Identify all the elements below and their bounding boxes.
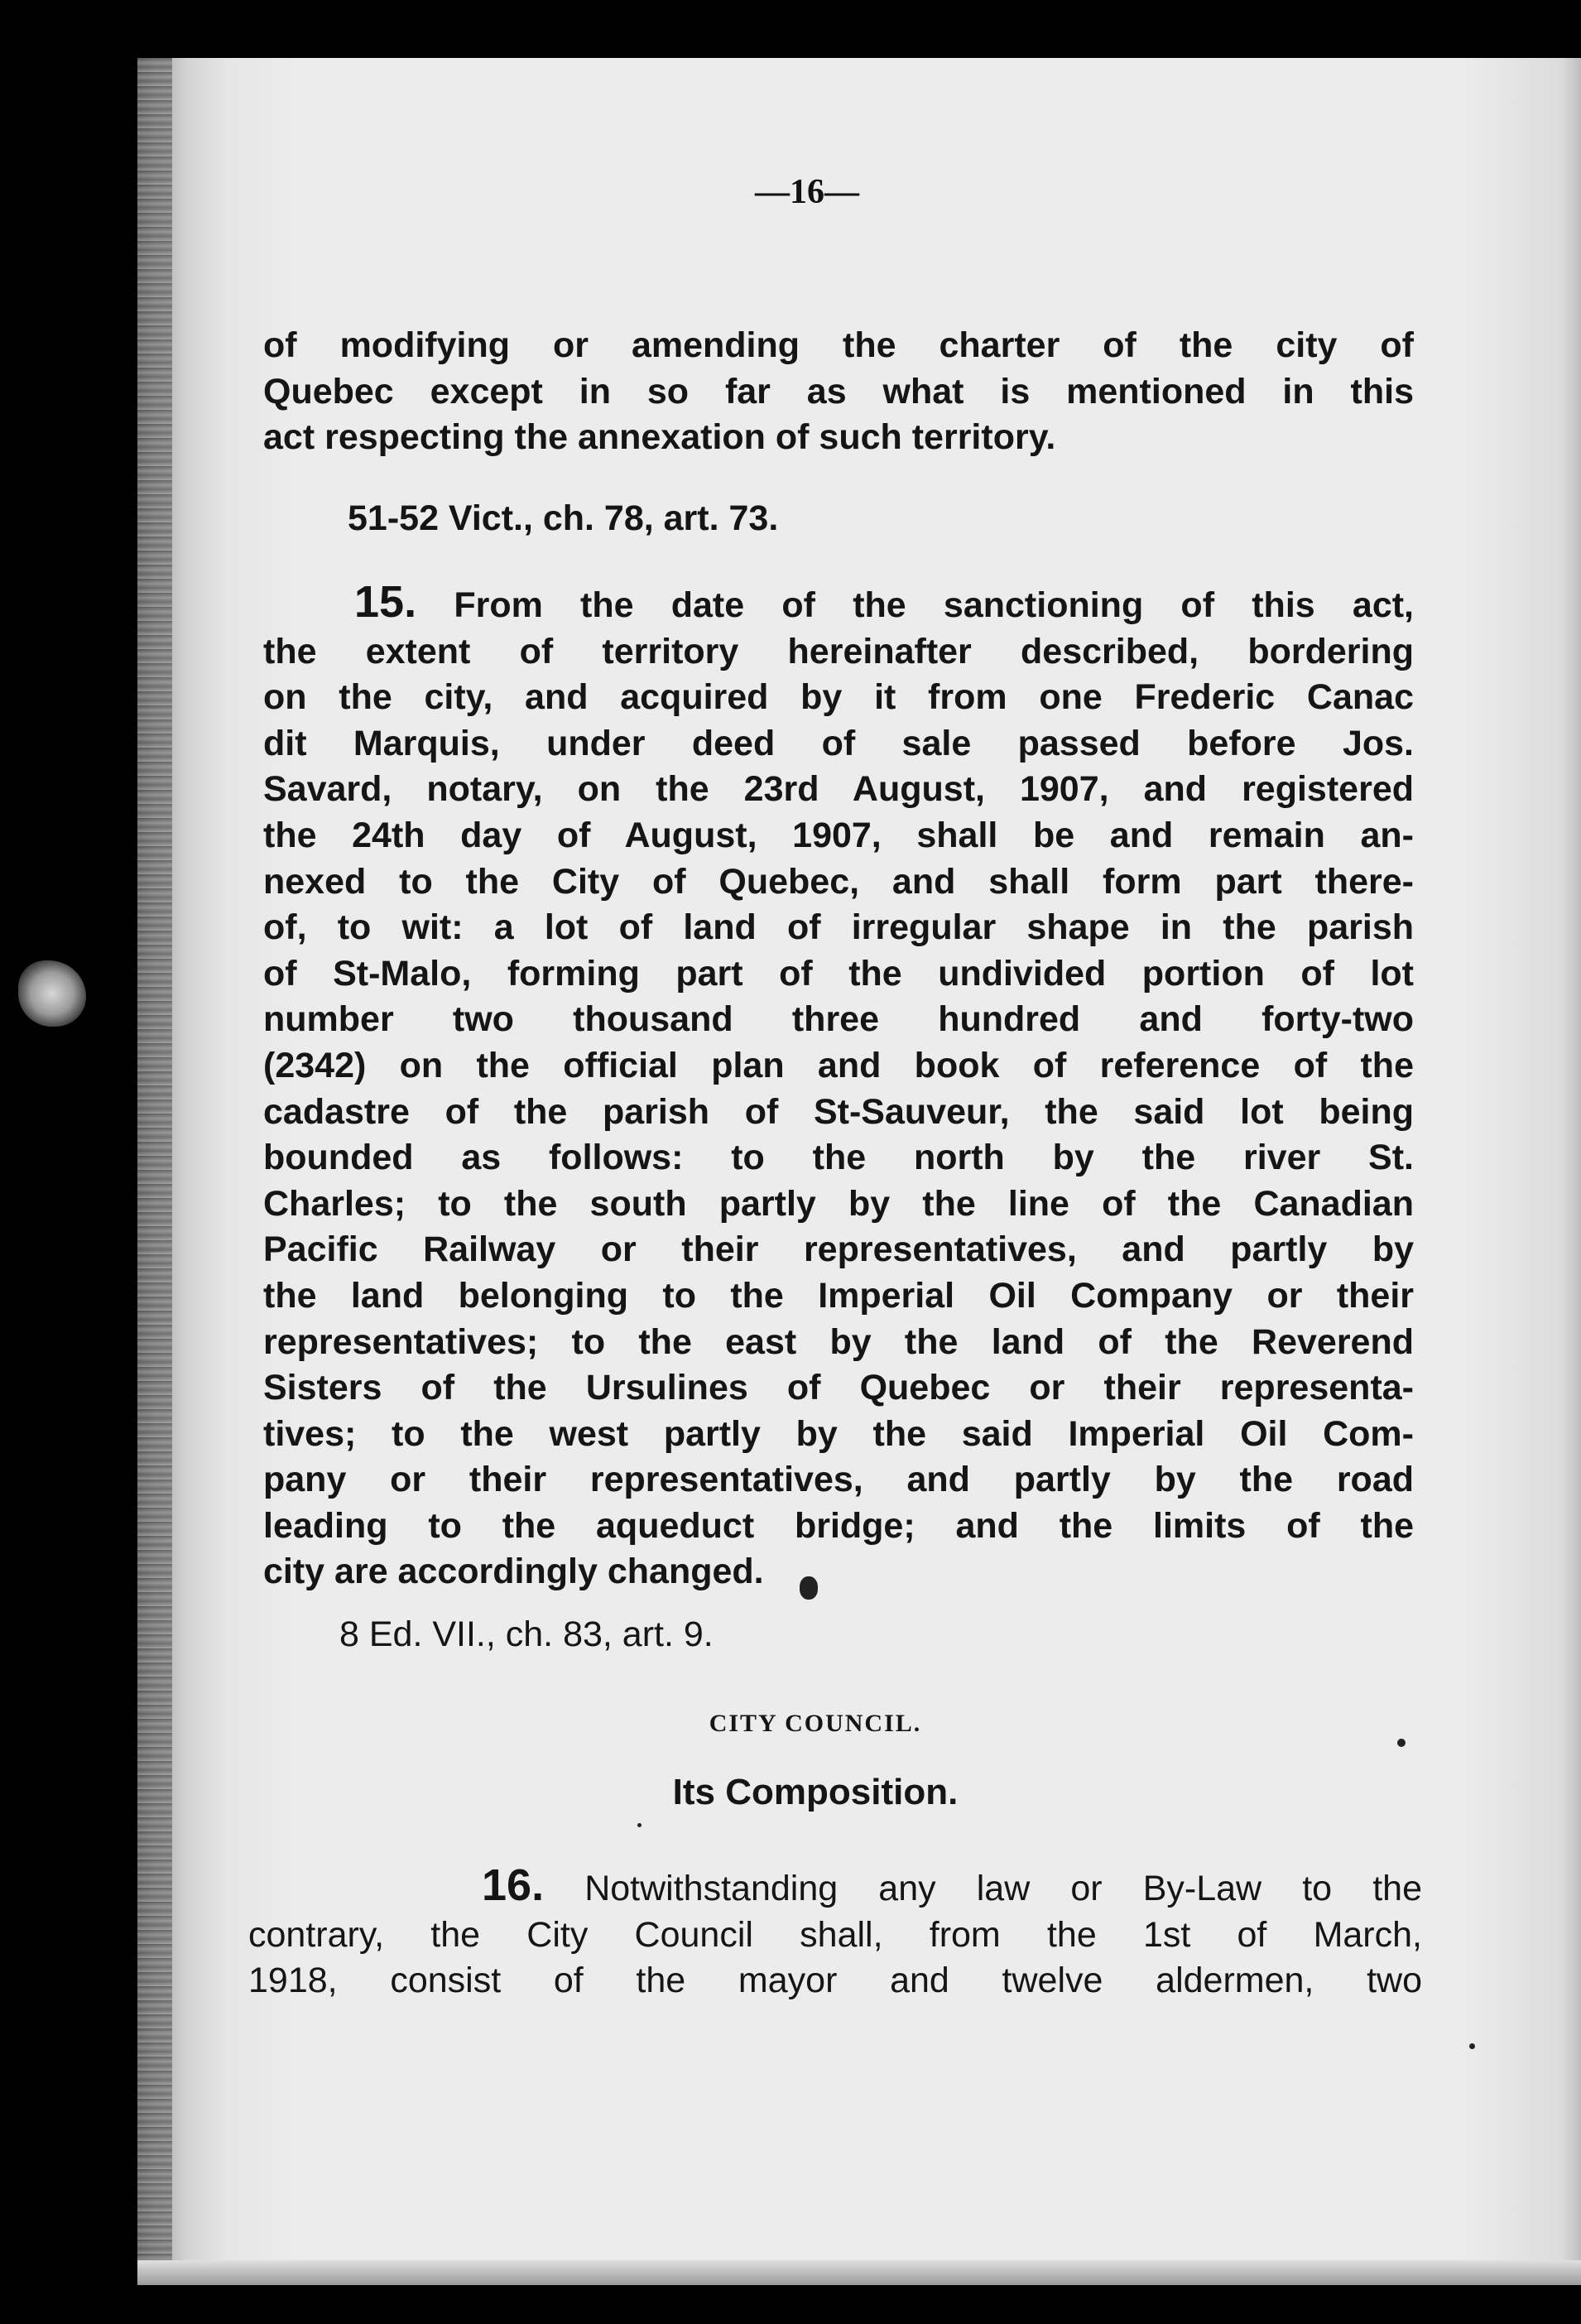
citation-8-ed-vii: 8 Ed. VII., ch. 83, art. 9. <box>339 1614 714 1654</box>
citation-51-52-vict: 51-52 Vict., ch. 78, art. 73. <box>348 498 779 538</box>
text-line: number two thousand three hundred and forty-two <box>263 999 1414 1040</box>
text-line <box>263 577 1414 629</box>
text-line: act respecting the annexation of such territory. <box>263 417 1056 458</box>
scan-artifact-speck <box>18 960 86 1027</box>
text-line: bounded as follows: to the north by the river St. <box>263 1138 1414 1178</box>
text-line: Quebec except in so far as what is mentioned in this <box>263 371 1414 411</box>
text-line: cadastre of the parish of St-Sauveur, the said lot being <box>263 1091 1414 1132</box>
section-number: 15. <box>354 577 417 627</box>
text-line: the 24th day of August, 1907, shall be and remain an- <box>263 815 1414 855</box>
section-heading-city-council: CITY COUNCIL. <box>709 1710 922 1737</box>
subheading-composition: Its Composition. <box>672 1772 959 1812</box>
text-line: Charles; to the south partly by the line of the Canadian <box>263 1183 1414 1224</box>
text-line: of St-Malo, forming part of the undivided portion of lot <box>263 953 1414 994</box>
scan-dot <box>1469 2043 1475 2049</box>
ink-blot <box>800 1576 818 1600</box>
text-line: tives; to the west partly by the said Imperial Oil Com- <box>263 1413 1414 1454</box>
text-line: on the city, and acquired by it from one Frederic Canac <box>263 677 1414 718</box>
scan-dot <box>637 1823 642 1827</box>
scan-dot <box>1397 1739 1406 1747</box>
page-binding-edge <box>137 58 172 2285</box>
text-line: nexed to the City of Quebec, and shall form part there- <box>263 861 1414 902</box>
text-line: leading to the aqueduct bridge; and the limits of the <box>263 1505 1414 1546</box>
text-line: Sisters of the Ursulines of Quebec or their representa- <box>263 1368 1414 1408</box>
paragraph-continuation <box>263 323 1414 461</box>
text-line: pany or their representatives, and partly by the road <box>263 1460 1414 1500</box>
text-line: (2342) on the official plan and book of reference of the <box>263 1045 1414 1085</box>
text-line: of, to wit: a lot of land of irregular shape in the parish <box>263 907 1414 948</box>
section-number: 16. <box>482 1860 545 1910</box>
page-number: —16— <box>755 173 859 211</box>
text-line: city are accordingly changed. <box>263 1552 764 1592</box>
text-line: the extent of territory hereinafter described, bordering <box>263 631 1414 671</box>
text-line: contrary, the City Council shall, from the 1st of March, <box>248 1914 1422 1955</box>
text-line: of modifying or amending the charter of the city of <box>263 325 1414 365</box>
page-bottom-edge <box>137 2260 1581 2285</box>
text-line: Pacific Railway or their representatives, and partly by <box>263 1229 1414 1270</box>
text-line: dit Marquis, under deed of sale passed before Jos. <box>263 723 1414 763</box>
text-line: representatives; to the east by the land of the Reverend <box>263 1321 1414 1362</box>
text-line: Savard, notary, on the 23rd August, 1907, and registered <box>263 769 1414 810</box>
section-15 <box>263 577 1414 1595</box>
text-line: the land belonging to the Imperial Oil Company or their <box>263 1275 1414 1316</box>
text-line: 1918, consist of the mayor and twelve aldermen, two <box>248 1961 1422 2001</box>
text-line <box>248 1860 1422 1913</box>
text-line-content: Notwithstanding any law or By-Law to the <box>584 1869 1422 1908</box>
text-line-content: From the date of the sanctioning of this act, <box>454 585 1414 625</box>
section-16 <box>248 1860 1422 2004</box>
